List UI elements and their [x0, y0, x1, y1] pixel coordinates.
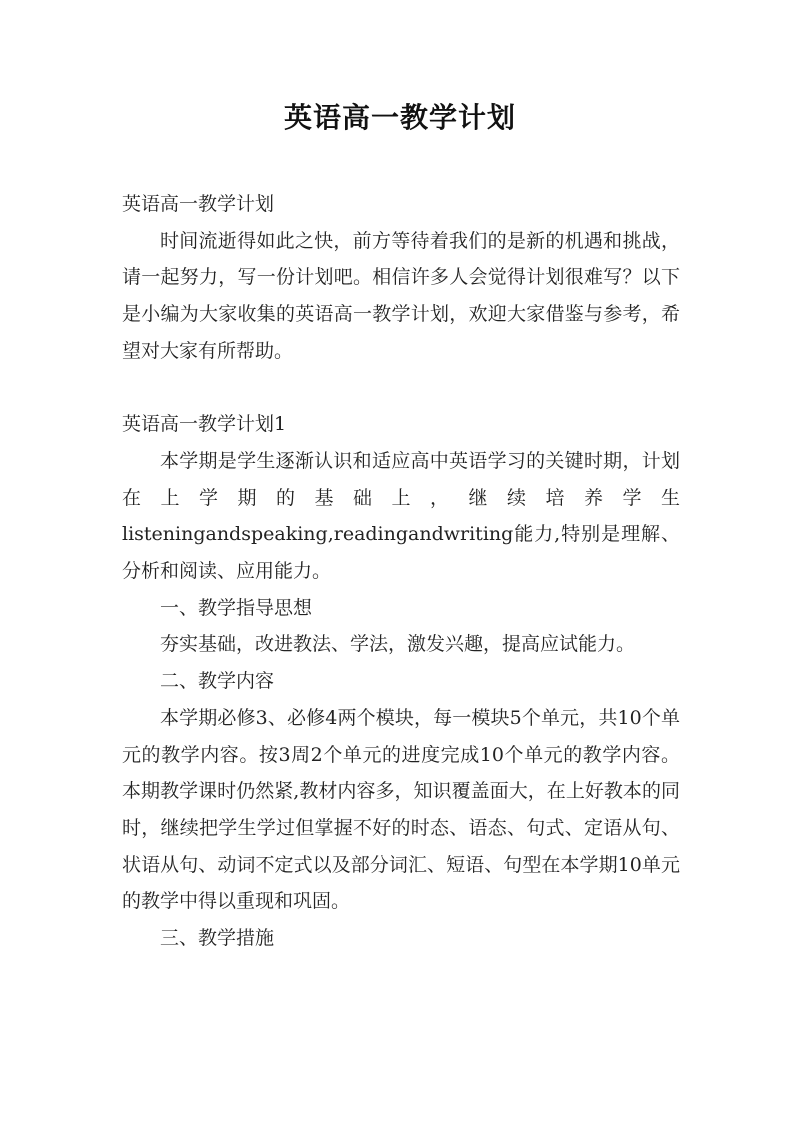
section-heading-intro: 英语高一教学计划 [122, 193, 275, 215]
section-heading-plan-1: 英语高一教学计划1 [122, 413, 287, 436]
guiding-thought-paragraph: 夯实基础，改进教法、学法，激发兴趣，提高应试能力。 [160, 633, 636, 656]
intro-paragraph: 时间流逝得如此之快，前方等待着我们的是新的机遇和挑战，请一起努力，写一份计划吧。相信许多人会觉得计划很难写？以下是小编为大家收集的英语高一教学计划，欢迎大家借鉴与参考，希望对大家有所帮助。 [122, 229, 680, 362]
subheading-teaching-content: 二、教学内容 [160, 670, 275, 693]
subheading-teaching-measures: 三、教学措施 [160, 927, 275, 950]
subheading-guiding-thought: 一、教学指导思想 [160, 596, 313, 619]
paragraph-spacer [122, 370, 680, 407]
document-title: 英语高一教学计划 [283, 101, 516, 134]
teaching-content-paragraph: 本学期必修3、必修4两个模块，每一模块5个单元，共10个单元的教学内容。按3周2个单元的进度完成10个单元的教学内容。本期教学课时仍然紧,教材内容多，知识覆盖面大，在上好教本的同时，继续把学生学过但掌握不好的时态、语态、句式、定语从句、状语从句、动词不定式以及部分词汇、短语、句型在本学期10单元的教学中得以重现和巩固。 [122, 706, 680, 913]
document-body [122, 186, 680, 957]
plan-1-overview-paragraph: 本学期是学生逐渐认识和适应高中英语学习的关键时期，计划在上学期的基础上，继续培养学生listeningandspeaking,readingandwriting能力,特别是理解、分析和阅读、应用能力。 [122, 449, 680, 583]
